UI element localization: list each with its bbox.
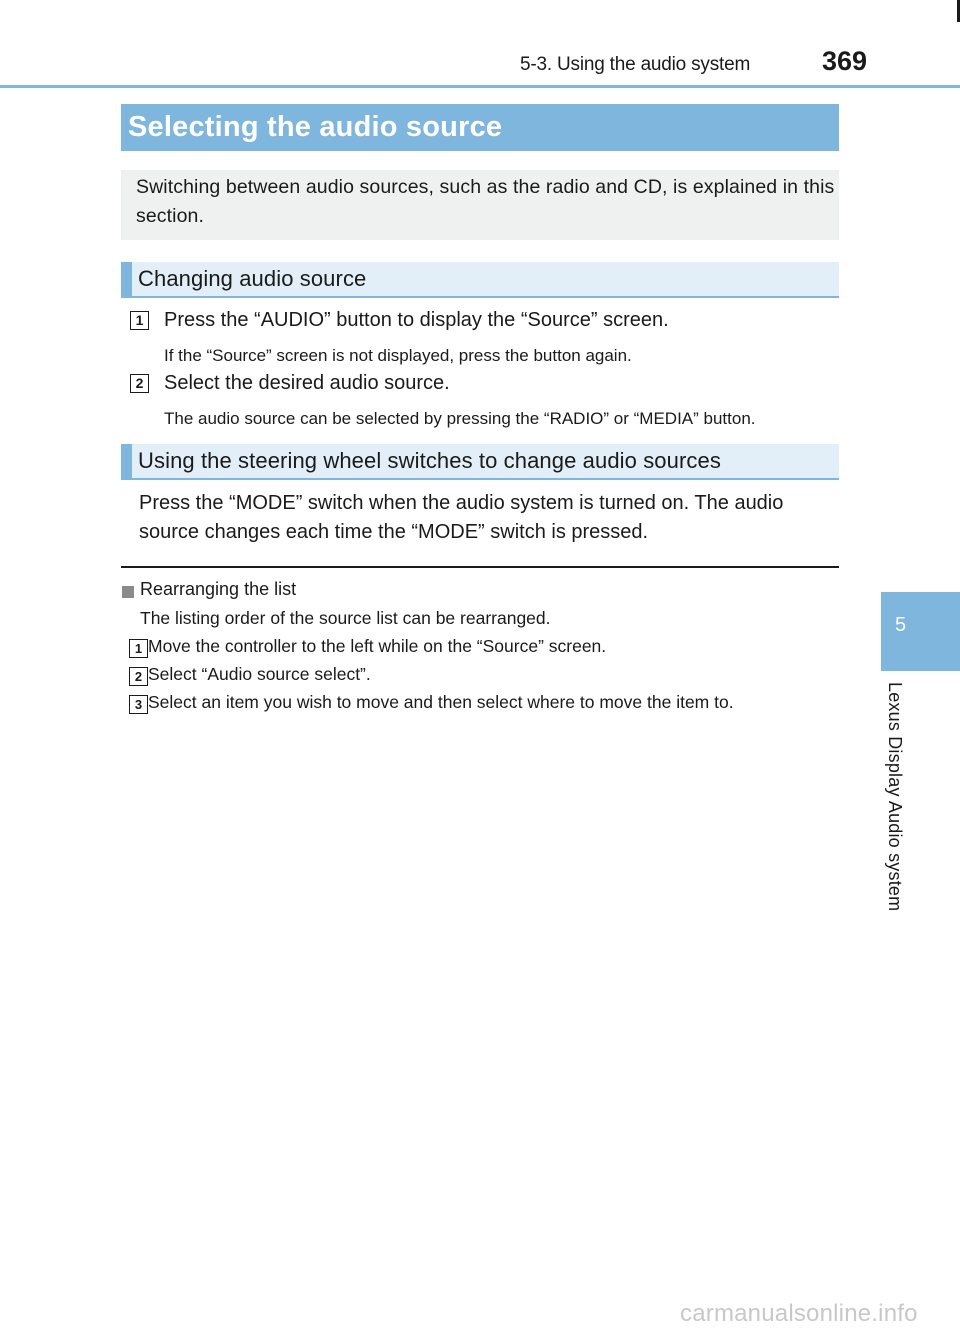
header-rule [0,85,960,88]
rearrange-step-text-3: Select an item you wish to move and then select where to move the item to. [148,692,734,712]
watermark: carmanualsonline.info [680,1300,918,1327]
chapter-label: Lexus Display Audio system [885,682,905,912]
rearrange-step-number-1: 1 [129,639,148,658]
page-title: Selecting the audio source [128,111,503,143]
intro-box [121,170,839,240]
rearrange-step-number-3: 3 [129,695,148,714]
step-number-1: 1 [130,311,149,330]
subheading-text: Changing audio source [138,266,367,291]
bullet-square-icon [122,586,134,598]
mode-switch-paragraph: Press the “MODE” switch when the audio system is turned on. The audio source changes each time the “MODE” switch is pressed. [139,492,784,543]
rearranging-title: Rearranging the list [140,579,297,599]
step-note-1: If the “Source” screen is not displayed, press the button again. [164,346,632,365]
rearrange-step-text-1: Move the controller to the left while on the “Source” screen. [148,636,607,656]
step-text-1: Press the “AUDIO” button to display the “Source” screen. [164,309,669,331]
subheading-bar [121,262,132,296]
title-banner [121,104,839,151]
subheading-text: Using the steering wheel switches to change audio sources [138,448,721,473]
step-number-2: 2 [130,374,149,393]
page-number: 369 [822,46,868,76]
subheading-bar [121,444,132,478]
step-note-2: The audio source can be selected by pressing the “RADIO” or “MEDIA” button. [164,409,756,428]
rearrange-step-text-2: Select “Audio source select”. [148,664,371,684]
rearrange-step-number-2: 2 [129,667,148,686]
step-text-2: Select the desired audio source. [164,372,450,394]
subheading-changing-audio-source [121,262,839,298]
header-section-title: 5-3. Using the audio system [520,54,751,75]
chapter-number: 5 [895,614,907,636]
rearranging-text: The listing order of the source list can be rearranged. [140,608,551,628]
chapter-tab [881,592,960,671]
intro-text: Switching between audio sources, such as the radio and CD, is explained in this section. [136,176,835,227]
subheading-steering-wheel-switches [121,444,839,480]
section-divider [121,566,839,568]
